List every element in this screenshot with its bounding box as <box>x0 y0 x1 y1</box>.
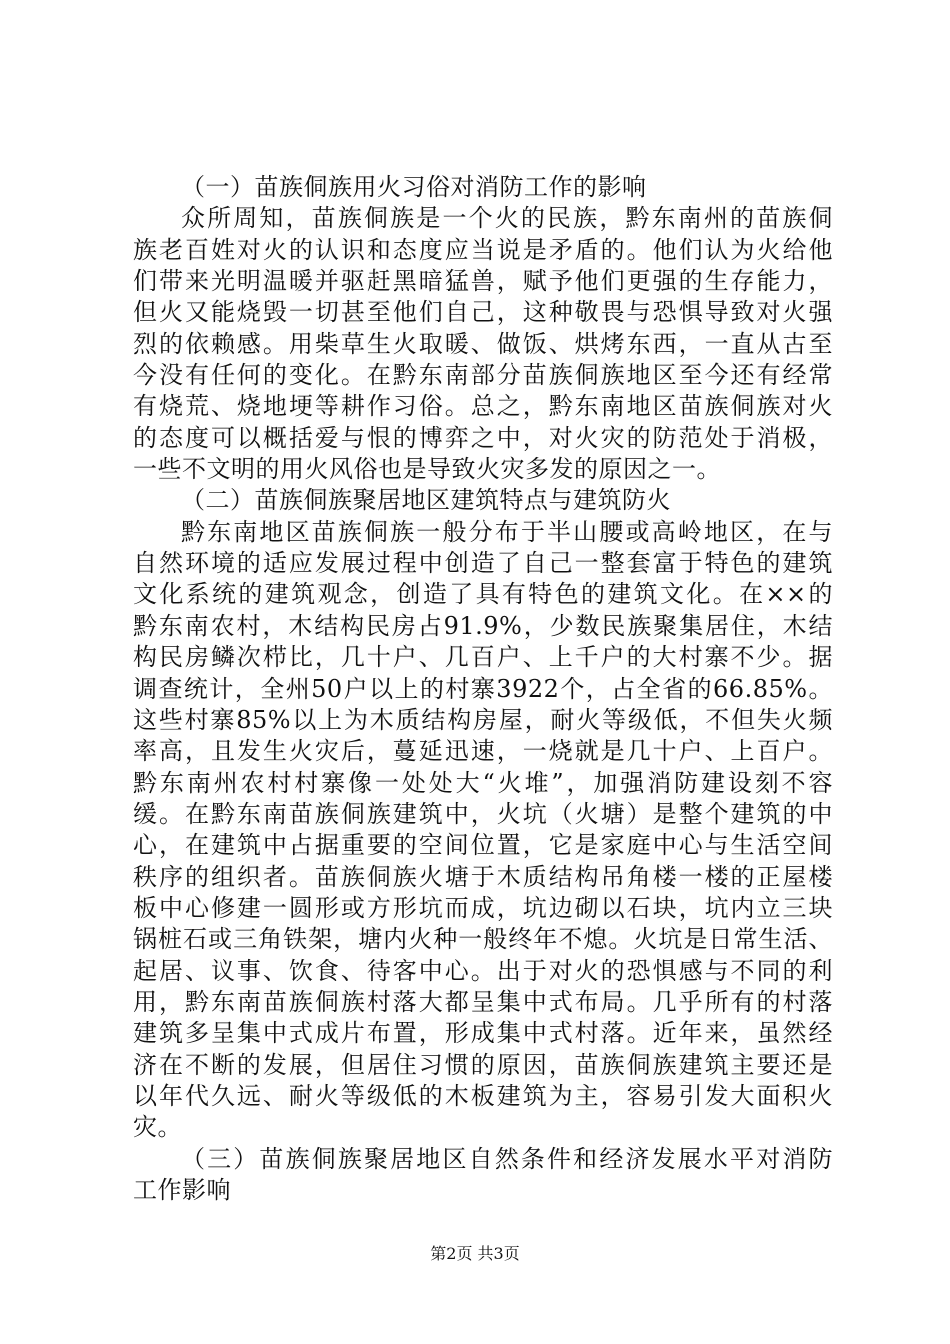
paragraph-line: 黔东南州农村村寨像一处处大“火堆”，加强消防建设刻不容 <box>133 768 833 797</box>
paragraph-line: 黔东南农村，木结构民房占91.9%，少数民族聚集居住，木结 <box>133 611 833 640</box>
paragraph-line: 秩序的组织者。苗族侗族火塘于木质结构吊角楼一楼的正屋楼 <box>133 862 833 891</box>
paragraph-line: 一些不文明的用火风俗也是导致火灾多发的原因之一。 <box>133 455 721 484</box>
paragraph-line: 自然环境的适应发展过程中创造了自己一整套富于特色的建筑 <box>133 549 833 578</box>
paragraph-line: 构民房鳞次栉比，几十户、几百户、上千户的大村寨不少。据 <box>133 643 833 672</box>
paragraph-line: 灾。 <box>133 1113 182 1142</box>
paragraph-line: 今没有任何的变化。在黔东南部分苗族侗族地区至今还有经常 <box>133 361 833 390</box>
paragraph-line: 但火又能烧毁一切甚至他们自己，这种敬畏与恐惧导致对火强 <box>133 298 833 327</box>
paragraph-line: 族老百姓对火的认识和态度应当说是矛盾的。他们认为火给他 <box>133 235 833 264</box>
paragraph-line: 调查统计，全州50户以上的村寨3922个，占全省的66.85%。 <box>133 674 833 703</box>
section-heading: （二）苗族侗族聚居地区建筑特点与建筑防火 <box>181 486 671 515</box>
paragraph-line: 黔东南地区苗族侗族一般分布于半山腰或高岭地区，在与 <box>181 517 833 546</box>
paragraph-line: 心，在建筑中占据重要的空间位置，它是家庭中心与生活空间 <box>133 831 833 860</box>
page-number-label: 第2页 共3页 <box>430 1244 520 1263</box>
paragraph-line: 锅桩石或三角铁架，塘内火种一般终年不熄。火坑是日常生活、 <box>133 925 833 954</box>
section-heading: （一）苗族侗族用火习俗对消防工作的影响 <box>181 173 647 201</box>
paragraph-line: 板中心修建一圆形或方形坑而成，坑边砌以石块，坑内立三块 <box>133 893 833 922</box>
paragraph-line: 率高，且发生火灾后，蔓延迅速，一烧就是几十户、上百户。 <box>133 737 833 766</box>
paragraph-line: 缓。在黔东南苗族侗族建筑中，火坑（火塘）是整个建筑的中 <box>133 799 833 828</box>
paragraph-line: 这些村寨85%以上为木质结构房屋，耐火等级低，不但失火频 <box>133 705 833 734</box>
paragraph-line: 有烧荒、烧地埂等耕作习俗。总之，黔东南地区苗族侗族对火 <box>133 392 833 421</box>
paragraph-line: 工作影响 <box>133 1176 231 1204</box>
paragraph-line: 们带来光明温暖并驱赶黑暗猛兽，赋予他们更强的生存能力， <box>133 267 833 296</box>
paragraph-line: 文化系统的建筑观念，创造了具有特色的建筑文化。在××的 <box>133 580 833 609</box>
paragraph-line: 用，黔东南苗族侗族村落大都呈集中式布局。几乎所有的村落 <box>133 987 833 1016</box>
paragraph-line: 起居、议事、饮食、待客中心。出于对火的恐惧感与不同的利 <box>133 956 833 985</box>
paragraph-line: 济在不断的发展，但居住习惯的原因，苗族侗族建筑主要还是 <box>133 1050 833 1079</box>
paragraph-line: （三）苗族侗族聚居地区自然条件和经济发展水平对消防 <box>181 1144 833 1173</box>
paragraph-line: 建筑多呈集中式成片布置，形成集中式村落。近年来，虽然经 <box>133 1019 833 1048</box>
paragraph-line: 烈的依赖感。用柴草生火取暖、做饭、烘烤东西，一直从古至 <box>133 329 833 358</box>
paragraph-line: 以年代久远、耐火等级低的木板建筑为主，容易引发大面积火 <box>133 1081 833 1110</box>
page-footer <box>0 1244 950 1264</box>
document-body <box>133 172 833 1206</box>
paragraph-line: 众所周知，苗族侗族是一个火的民族，黔东南州的苗族侗 <box>181 204 833 233</box>
paragraph-line: 的态度可以概括爱与恨的博弈之中，对火灾的防范处于消极， <box>133 423 833 452</box>
